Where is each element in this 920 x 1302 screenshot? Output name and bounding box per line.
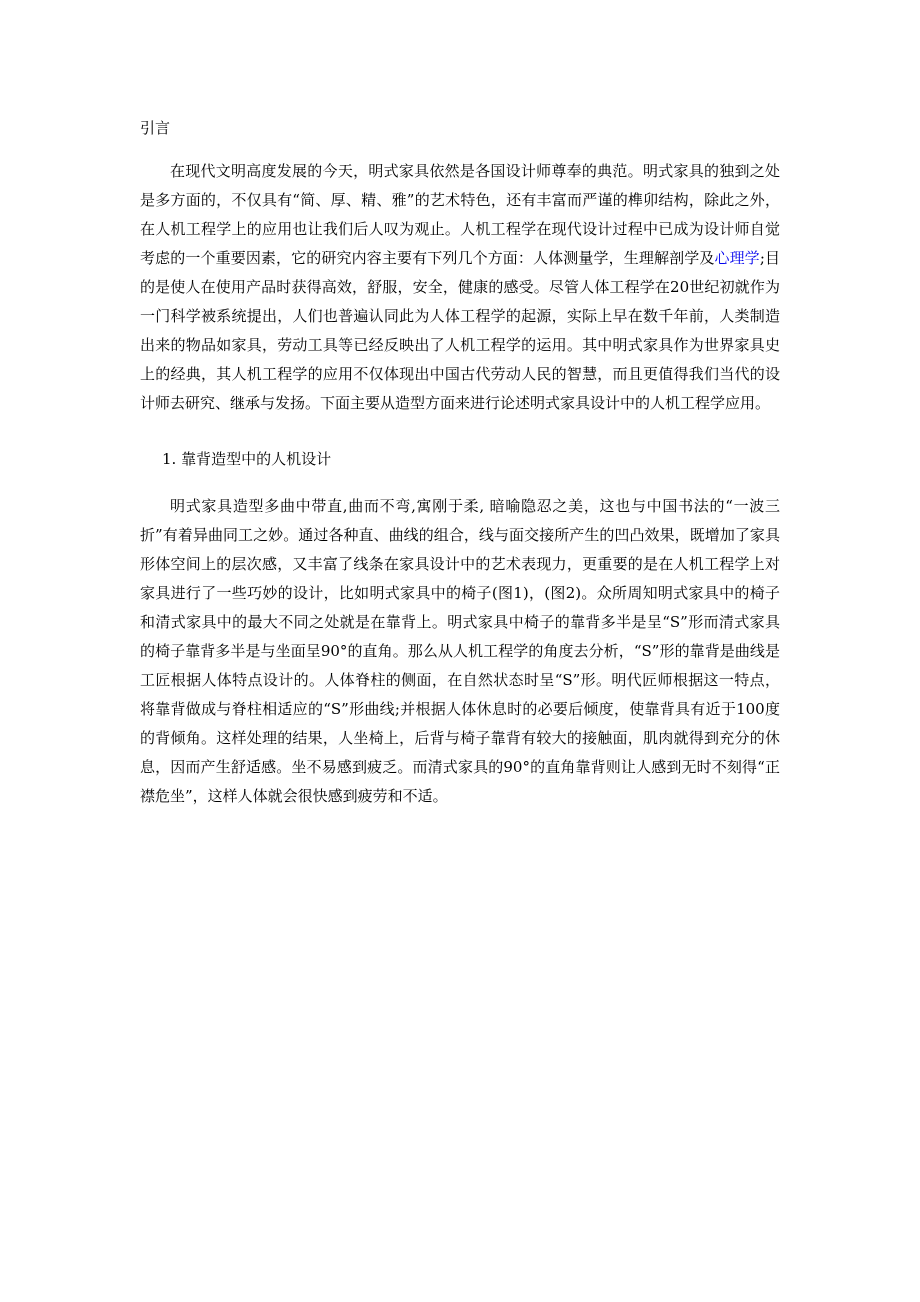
intro-text-part2: ;目的是使人在使用产品时获得高效，舒服，安全，健康的感受。尽管人体工程学在20世纪初就作为一门科学被系统提出，人们也普遍认同此为人体工程学的起源，实际上早在数千年前，人类制造出来的物品如家具，劳动工具等已经反映出了人机工程学的运用。其中明式家具作为世界家具史上的经典，其人机工程学的应用不仅体现出中国古代劳动人民的智慧，而且更值得我们当代的设计师去研究、继承与发扬。下面主要从造型方面来进行论述明式家具设计中的人机工程学应用。 [140, 249, 780, 412]
document-page [140, 115, 780, 811]
section-1-paragraph: 明式家具造型多曲中带直,曲而不弯,寓刚于柔, 暗喻隐忍之美，这也与中国书法的“一波三折”有着异曲同工之妙。通过各种直、曲线的组合，线与面交接所产生的凹凸效果，既增加了家具形体空间上的层次感，又丰富了线条在家具设计中的艺术表现力，更重要的是在人机工程学上对家具进行了一些巧妙的设计，比如明式家具中的椅子(图1)，(图2)。众所周知明式家具中的椅子和清式家具中的最大不同之处就是在靠背上。明式家具中椅子的靠背多半是呈“S”形而清式家具的椅子靠背多半是与坐面呈90°的直角。那么从人机工程学的角度去分析，“S”形的靠背是曲线是工匠根据人体特点设计的。人体脊柱的侧面，在自然状态时呈“S”形。明代匠师根据这一特点，将靠背做成与脊柱相适应的“S”形曲线;并根据人体休息时的必要后倾度，使靠背具有近于100度的背倾角。这样处理的结果，人坐椅上，后背与椅子靠背有较大的接触面，肌肉就得到充分的休息，因而产生舒适感。坐不易感到疲乏。而清式家具的90°的直角靠背则让人感到无时不刻得“正襟危坐”，这样人体就会很快感到疲劳和不适。 [140, 497, 780, 805]
intro-paragraph [140, 157, 780, 418]
psychology-link[interactable]: 心理学 [714, 249, 760, 267]
section-1-title: 1. 靠背造型中的人机设计 [162, 450, 332, 468]
intro-text-part1: 在现代文明高度发展的今天，明式家具依然是各国设计师尊奉的典范。明式家具的独到之处是多方面的，不仅具有“简、厚、精、雅”的艺术特色，还有丰富而严谨的榫卯结构，除此之外，在人机工程学上的应用也让我们后人叹为观止。人机工程学在现代设计过程中已成为设计师自觉考虑的一个重要因素，它的研究内容主要有下列几个方面：人体测量学，生理解剖学及 [140, 162, 780, 267]
intro-heading: 引言 [140, 119, 171, 137]
